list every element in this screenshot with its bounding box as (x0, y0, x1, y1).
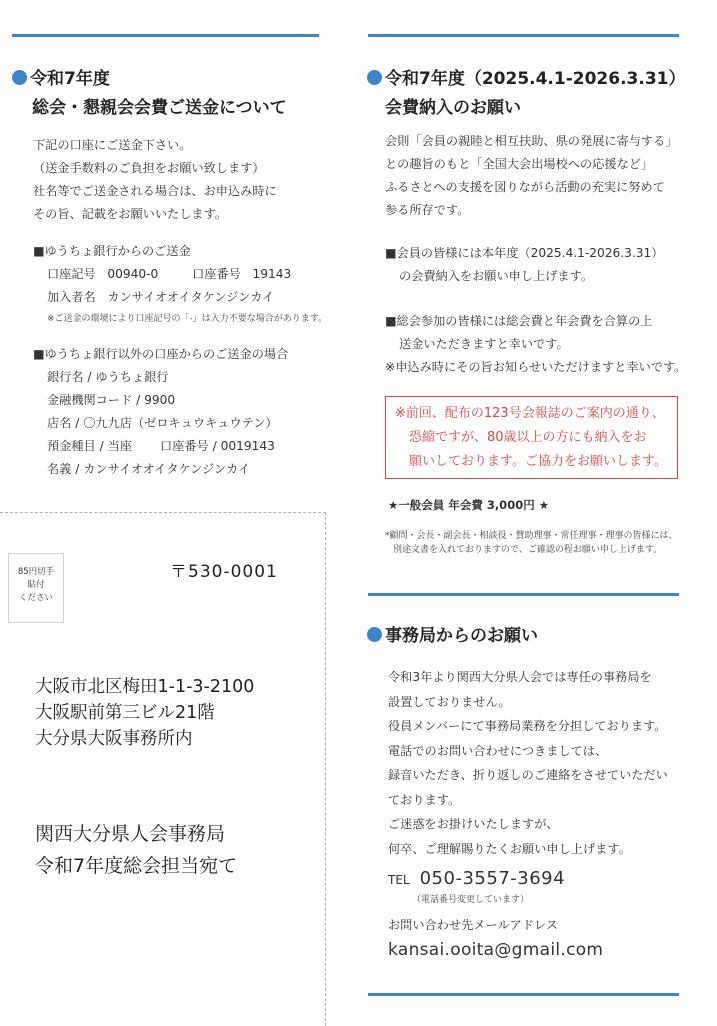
left-heading: 令和7年度 総会・懇親会会費ご送金について (12, 67, 287, 121)
top-rule-left (12, 34, 319, 37)
cut-line-horizontal (0, 512, 326, 513)
office-email-label: お問い合わせ先メールアドレス (388, 918, 559, 932)
bullet-icon (12, 70, 27, 85)
yucho-holder-row: 加入者名 カンサイオオイタケンジンカイ (47, 290, 275, 304)
left-intro: 下記の口座にご送金下さい。 （送金手数料のご負担をお願い致します） 社名等でご送金される場合は、お申込み時に その旨、記載をお願いいたします。 (33, 138, 277, 221)
stamp-box: 85円切手 貼付 ください (8, 553, 64, 623)
recipient: 関西大分県人会事務局 令和7年度総会担当宛て (35, 823, 238, 877)
bullet-icon (367, 627, 382, 642)
office-tel-note: （電話番号変更しています） (412, 895, 530, 905)
office-email: kansai.ooita@gmail.com (388, 940, 604, 960)
fee-line: ★一般会員 年会費 3,000円 ★ (388, 498, 550, 512)
mailing-address: 大阪市北区梅田1-1-3-2100 大阪駅前第三ビル21階 大分県大阪事務所内 (35, 677, 255, 749)
yucho-account-row: 口座記号 00940-0 口座番号 19143 (47, 267, 292, 281)
other-bank-title: ■ゆうちょ銀行以外の口座からのご送金の場合 (33, 347, 289, 361)
right-heading: 令和7年度（2025.4.1-2026.3.31） 会費納入のお願い (367, 67, 686, 121)
office-body: 令和3年より関西大分県人会では専任の事務局を 設置しておりません。 役員メンバーにて事務局業務を分担しております。 電話でのお問い合わせにつきましては、 録音いただき、折り返しのご連絡をさせていただい ております。 ご迷惑をお掛けいたしますが、 何卒、ご理解賜りたくお願い申し上げます。 (388, 670, 668, 856)
notice-box: ※前回、配布の123号会報誌のご案内の通り、 恐縮ですが、80歳以上の方にも納入をお 願いしております。ご協力をお願いします。 (385, 396, 678, 479)
right-footnote: *顧問・会長・副会長・相談役・賛助理事・常任理事・理事の皆様には、 別途文書を入れておりますので、ご確認の程お願い申し上げます。 (385, 531, 678, 555)
yucho-title: ■ゆうちょ銀行からのご送金 (33, 244, 191, 258)
bullet-icon (367, 70, 382, 85)
top-rule-right (368, 34, 679, 37)
cut-line-vertical (325, 512, 326, 1026)
right-para-total: ■総会参加の皆様には総会費と年会費を合算の上 送金いただきますと幸いです。 ※申込み時にその旨お知らせいただけますと幸いです。 (385, 314, 687, 374)
mid-rule-right (368, 593, 679, 596)
office-tel: TEL 050-3557-3694 (388, 868, 566, 889)
right-intro: 会則「会員の親睦と相互扶助、県の発展に寄与する」 との趣旨のもと「全国大会出場校への応援など」 ふるさとへの支援を図りながら活動の充実に努めて 参る所存です。 (385, 134, 678, 217)
postal-code: 〒530-0001 (170, 562, 278, 582)
yucho-note: ※ご送金の環境により口座記号の「-」は入力不要な場合があります。 (47, 314, 328, 324)
right-para-members: ■会員の皆様には本年度（2025.4.1-2026.3.31） の会費納入をお願い申し上げます。 (385, 246, 664, 283)
bottom-rule-right (368, 993, 679, 996)
other-bank-rows: 銀行名 / ゆうちょ銀行 金融機関コード / 9900 店名 / 〇九九店（ゼロキュウキュウテン） 預金種目 / 当座 口座番号 / 0019143 名義 / カンサイオオイタケンジンカイ (47, 370, 278, 476)
office-heading: 事務局からのお願い (367, 624, 538, 649)
